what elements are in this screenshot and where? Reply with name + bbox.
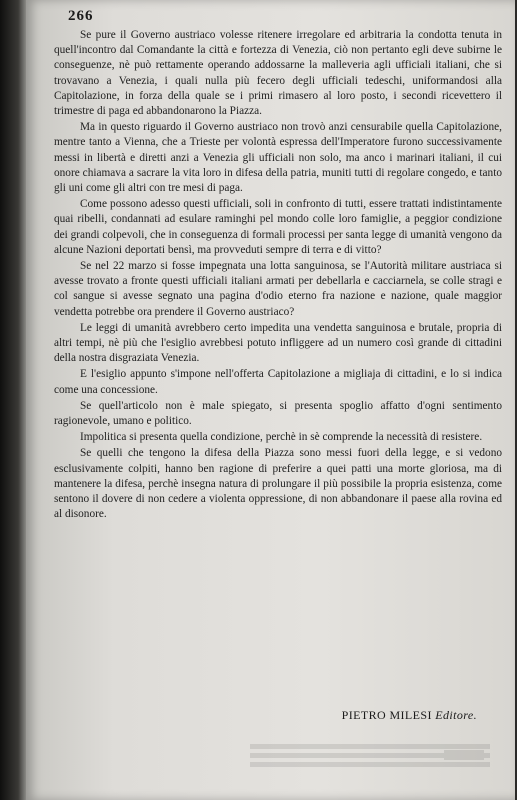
paragraph: Se quell'articolo non è male spiegato, si presenta spoglio affatto d'ogni sentimento ragionevole, umano e politico. <box>54 399 502 428</box>
paragraph: Se nel 22 marzo si fosse impegnata una lotta sanguinosa, se l'Autorità militare austriaca si avesse trovato a fronte questi ufficiali italiani armati per debellarla e cacciarnela, se colle stragi e col sangue si avesse segnato una pagina d'odio eterno fra nazione e nazione, quale maggior vendetta potrebbe ora prendere il Governo austriaco? <box>54 260 502 318</box>
publisher-name: PIETRO MILESI <box>341 708 432 722</box>
paragraph: Le leggi di umanità avrebbero certo impedita una vendetta sanguinosa e brutale, propria di altri tempi, nè più che l'esiglio avrebbesi potuto infliggere ad un numero così grande di cittadini della nostra disgraziata Venezia. <box>54 321 502 365</box>
paragraph: E l'esiglio appunto s'impone nell'offerta Capitolazione a migliaja di cittadini, e lo si indica come una concessione. <box>54 368 502 396</box>
paragraph: Se pure il Governo austriaco volesse ritenere irregolare ed arbitraria la condotta tenuta in quell'incontro dal Comandante la città e fortezza di Venezia, ciò non pertanto egli deve subirne le conseguenze, nè può rettamente operando addossarne la malleveria agli ufficiali italiani, che si trovavano a Venezia, i quali nulla più fecero degli ufficiali tedeschi, uniformandosi alla Capitolazione, in forza della quale se i primi rimasero al loro posto, i secondi ricevettero il trimestre di paga ed abbandonarono la Piazza. <box>54 29 502 118</box>
body-text <box>54 28 502 524</box>
paragraph: Ma in questo riguardo il Governo austriaco non trovò anzi censurabile quella Capitolazione, mentre tanto a Vienna, che a Trieste per volontà espressa dell'Imperatore furono successivamente messi in libertà e diretti anzi a Venezia gli ufficiali non solo, ma anco i marinari italiani, il cui onore chiamava a sacrare la vita loro in difesa della patria, muniti tutti di regolare congedo, e tanto gli uni come gli altri con tre mesi di paga. <box>54 121 502 195</box>
publisher-signature <box>342 708 477 723</box>
paragraph: Se quelli che tengono la difesa della Piazza sono messi fuori della legge, e si vedono esclusivamente colpiti, hanno ben ragione di preferire a quei patti una morte gloriosa, ma di mantenere la difesa, perchè insegna natura di prolungare il più possibile la propria esistenza, come sentono il dovere di non cedere a violenta oppressione, di non abbandonare il paese alla rovina ed al disonore. <box>54 447 502 521</box>
page-number: 266 <box>68 8 94 24</box>
show-through-text <box>250 740 490 780</box>
publisher-role: Editore. <box>435 708 477 722</box>
book-spine-shadow <box>0 0 26 800</box>
paragraph: Come possono adesso questi ufficiali, soli in confronto di tutti, essere trattati indistintamente quai ribelli, condannati ad esulare raminghi pel mondo colle loro famiglie, a peggior condizione dei grandi colpevoli, che in conseguenza di formali processi per santa legge di umanità vengono da alcune Nazioni deportati bensì, ma provveduti sempre di terra e di vitto? <box>54 198 502 256</box>
paragraph: Impolitica si presenta quella condizione, perchè in sè comprende la necessità di resistere. <box>80 431 483 444</box>
